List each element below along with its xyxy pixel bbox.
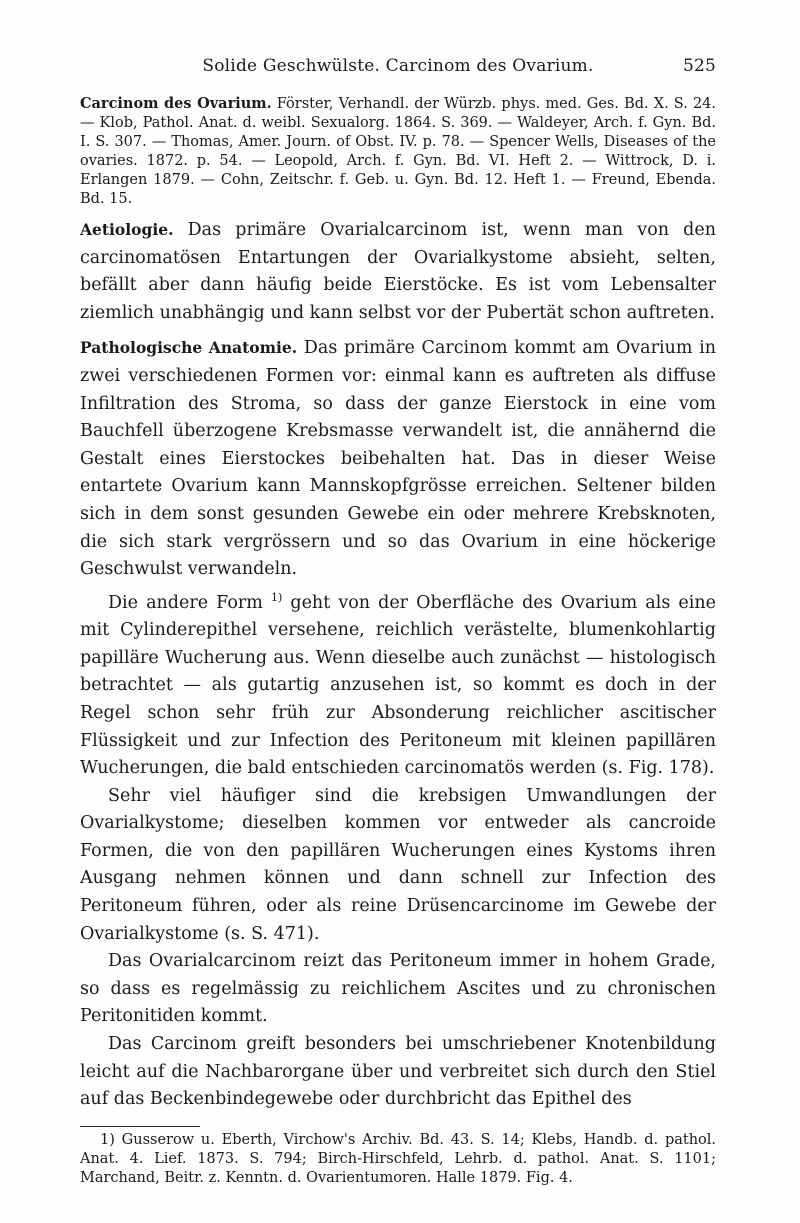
references-text: Förster, Verhandl. der Würzb. phys. med. Ges. Bd. X. S. 24. — Klob, Pathol. Anat. d. weibl. Sexualorg. 1864. S. 369. — Waldeyer, Arch. f. Gyn. Bd. I. S. 307. — Thomas, Amer. Journ. of Obst. IV. p. 78. — Spencer Wells, Diseases of the ovaries. 1872. p. 54. — Leopold, Arch. f. Gyn. Bd. VI. Heft 2. — Wittrock, D. i. Erlangen 1879. — Cohn, Zeitschr. f. Geb. u. Gyn. Bd. 12. Heft 1. — Freund, Ebenda. Bd. 15. [80, 96, 717, 207]
section-text: Das primäre Ovarialcarcinom ist, wenn man von den carcinomatösen Entartungen der Ovarialkystome absieht, selten, befällt aber dann häufig beide Eierstöcke. Es ist vom Lebensalter ziemlich unabhängig und kann selbst vor der Pubertät schon auftreten. [80, 220, 716, 323]
footnote-divider [80, 1126, 200, 1127]
footnote-reference: 1) [270, 590, 283, 604]
page-number: 525 [682, 56, 716, 76]
running-header [80, 56, 716, 84]
running-title: Solide Geschwülste. Carcinom des Ovarium. [202, 56, 594, 76]
paragraph-text: Die andere Form [108, 592, 271, 613]
paragraph-text: geht von der Oberfläche des Ovarium als eine mit Cylinderepithel versehene, reichlich verästelte, blumenkohlartig papilläre Wucherung aus. Wenn dieselbe auch zunächst — histologisch betrachtet — als gutartig anzusehen ist, so kommt es doch in der Regel schon sehr früh zur Absonderung reichlicher ascitischer Flüssigkeit und zur Infection des Peritoneum mit kleinen papillären Wucherungen, die bald entschieden carcinomatös werden (s. Fig. 178). [80, 592, 716, 779]
section-heading: Aetiologie. [80, 220, 174, 239]
footnote [80, 1131, 716, 1188]
paragraph [80, 584, 716, 783]
section-heading: Pathologische Anatomie. [80, 338, 298, 358]
paragraph: Das Ovarialcarcinom reizt das Peritoneum immer in hohem Grade, so dass es regelmässig zu reichlichem Ascites und zu chronischen Peritonitiden kommt. [80, 951, 716, 1027]
document-page [80, 56, 716, 1188]
footnote-marker: 1) [100, 1131, 115, 1148]
section-pathologische-anatomie [80, 334, 716, 583]
body-text [80, 216, 716, 1114]
paragraph: Das Carcinom greift besonders bei umschriebener Knotenbildung leicht auf die Nachbarorgane über und verbreitet sich durch den Stiel auf das Beckenbindegewebe oder durchbricht das Epithel des [80, 1034, 716, 1110]
references-block [80, 94, 716, 209]
references-heading: Carcinom des Ovarium. [80, 95, 272, 112]
paragraph: Sehr viel häufiger sind die krebsigen Umwandlungen der Ovarialkystome; dieselben kommen vor entweder als cancroide Formen, die von den papillären Wucherungen eines Kystoms ihren Ausgang nehmen können und dann schnell zur Infection des Peritoneum führen, oder als reine Drüsencarcinome im Gewebe der Ovarialkystome (s. S. 471). [80, 785, 716, 944]
section-aetiologie [80, 216, 716, 327]
section-text: Das primäre Carcinom kommt am Ovarium in zwei verschiedenen Formen vor: einmal kann es auftreten als diffuse Infiltration des Stroma, so dass der ganze Eierstock in eine vom Bauchfell überzogene Krebsmasse verwandelt ist, die annähernd die Gestalt eines Eierstockes beibehalten hat. Das in dieser Weise entartete Ovarium kann Mannskopfgrösse erreichen. Seltener bilden sich in dem sonst gesunden Gewebe ein oder mehrere Krebsknoten, die sich stark vergrössern und so das Ovarium in eine höckerige Geschwulst verwandeln. [80, 338, 716, 580]
footnote-text: Gusserow u. Eberth, Virchow's Archiv. Bd. 43. S. 14; Klebs, Handb. d. pathol. Anat. 4. Lief. 1873. S. 794; Birch-Hirschfeld, Lehrb. d. pathol. Anat. S. 1101; Marchand, Beitr. z. Kenntn. d. Ovarientumoren. Halle 1879. Fig. 4. [80, 1131, 717, 1186]
